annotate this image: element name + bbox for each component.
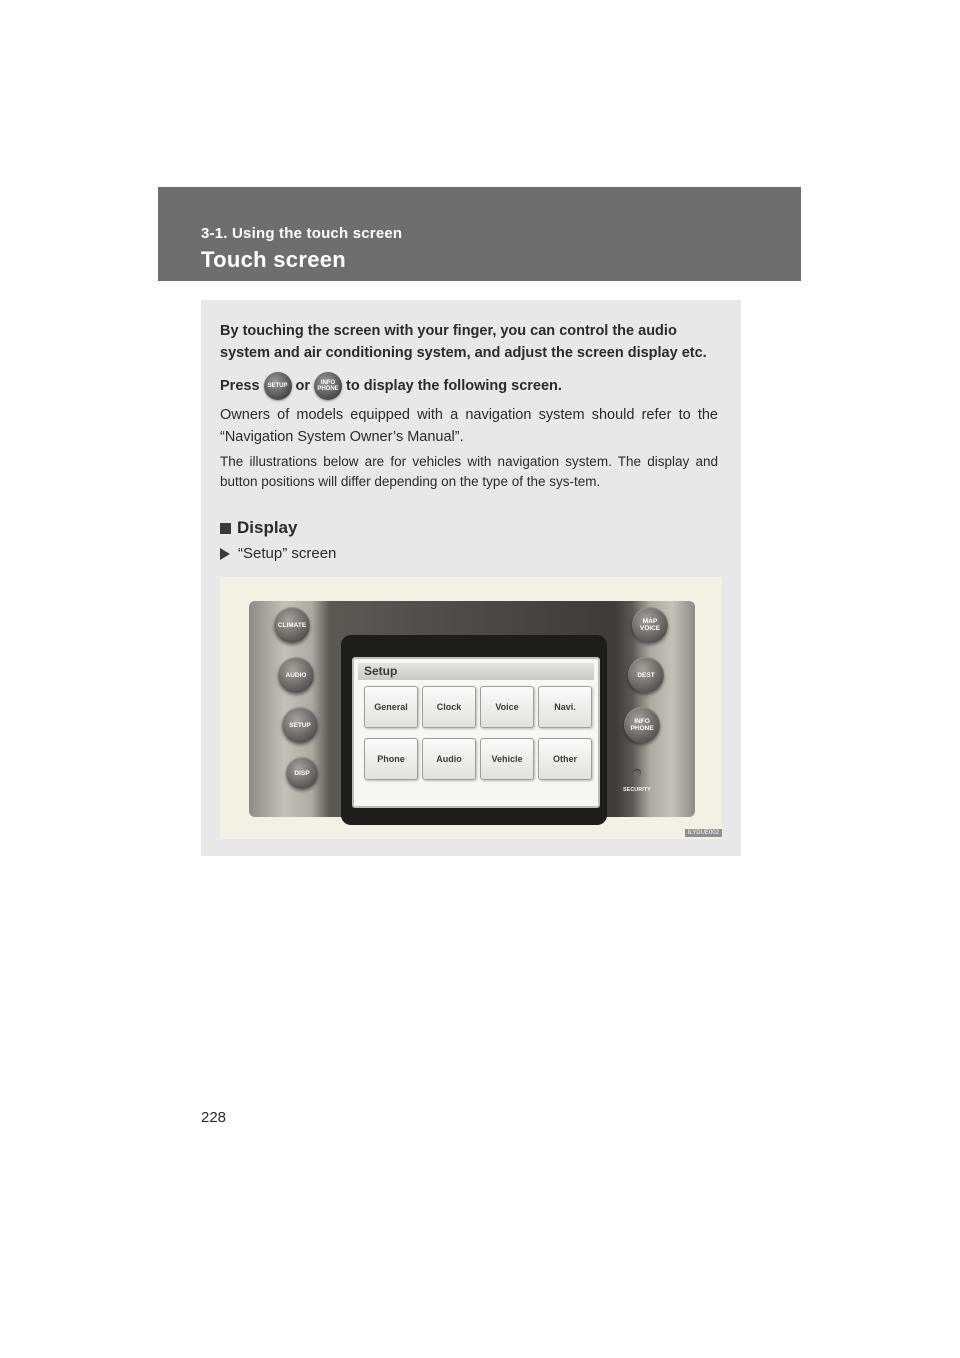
press-suffix: to display the following screen. — [346, 378, 562, 394]
press-prefix: Press — [220, 378, 260, 394]
square-bullet-icon — [220, 523, 231, 534]
navi-button: Navi. — [538, 686, 592, 728]
info-phone-button-icon: INFO PHONE — [314, 372, 342, 400]
triangle-bullet-icon — [220, 548, 230, 560]
display-heading — [220, 518, 297, 538]
setup-button: SETUP — [282, 707, 318, 743]
navigation-note: Owners of models equipped with a navigation system should refer to the “Navigation System Owner’s Manual”. — [220, 407, 718, 445]
audio-button: AUDIO — [278, 657, 314, 693]
press-or: or — [295, 378, 311, 394]
info-phone-button: INFO PHONE — [624, 707, 660, 743]
header-band — [158, 187, 801, 281]
section-label: 3-1. Using the touch screen — [201, 225, 403, 242]
other-button: Other — [538, 738, 592, 780]
general-button: General — [364, 686, 418, 728]
illustration-note: The illustrations below are for vehicles with navigation system. The display and button positions will differ depending on the type of the sys-tem. — [220, 454, 718, 489]
content-box — [201, 300, 741, 856]
audio-menu-button: Audio — [422, 738, 476, 780]
security-indicator — [633, 769, 641, 777]
page-title: Touch screen — [201, 247, 347, 272]
press-instruction — [220, 372, 718, 400]
setup-button-icon: SETUP — [264, 372, 292, 400]
phone-button: Phone — [364, 738, 418, 780]
image-code: ILYDUE002 — [685, 829, 722, 837]
map-voice-button: MAP VOICE — [632, 607, 668, 643]
page-number: 228 — [201, 1109, 227, 1126]
security-label: SECURITY — [623, 787, 651, 793]
dest-button: DEST — [628, 657, 664, 693]
setup-screen-illustration — [220, 577, 722, 839]
disp-button: DISP — [286, 757, 318, 789]
touch-screen-display — [352, 657, 600, 808]
intro-paragraph: By touching the screen with your finger, you can control the audio system and air conditioning system, and adjust the screen display etc. — [220, 323, 707, 361]
climate-button: CLIMATE — [274, 607, 310, 643]
setup-screen-caption — [220, 545, 336, 562]
control-panel — [249, 601, 695, 817]
display-heading-text: Display — [237, 518, 298, 537]
vehicle-button: Vehicle — [480, 738, 534, 780]
setup-title-bar: Setup — [358, 663, 594, 680]
setup-screen-caption-text: “Setup” screen — [238, 545, 337, 562]
clock-button: Clock — [422, 686, 476, 728]
voice-button: Voice — [480, 686, 534, 728]
